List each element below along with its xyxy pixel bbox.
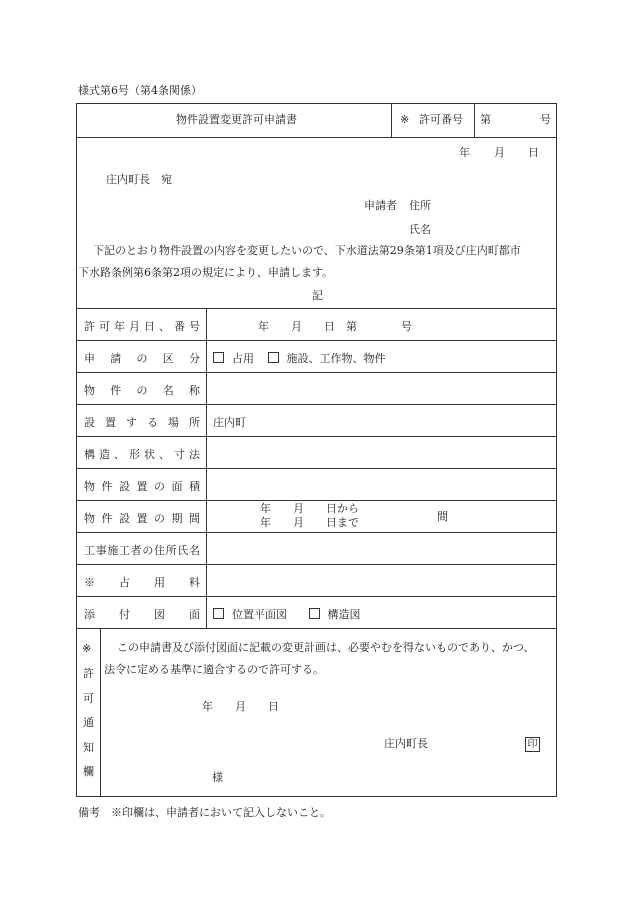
row-label: 物件の名称 xyxy=(84,384,200,397)
date-year[interactable]: 年 xyxy=(459,146,470,159)
checkbox-structure-drawing[interactable] xyxy=(309,608,320,619)
row-occupation-fee xyxy=(76,564,557,597)
date-month[interactable]: 月 xyxy=(494,146,505,159)
applicant-label: 申請者 xyxy=(364,199,397,212)
applicant-address-label[interactable]: 住所 xyxy=(409,199,431,212)
row-attachments xyxy=(76,596,557,629)
body-text-line1: 下記のとおり物件設置の内容を変更したいので、下水道法第29条第1項及び庄内町都市 xyxy=(93,244,521,257)
notice-side-mark: ※ xyxy=(82,642,92,655)
option-occupation: 占用 xyxy=(232,352,254,365)
row-permit-date-number xyxy=(76,308,557,341)
notice-side-char: 可 xyxy=(83,692,94,705)
date-day[interactable]: 日 xyxy=(528,146,539,159)
notice-side-char: 知 xyxy=(83,741,94,754)
notice-side-char: 許 xyxy=(83,667,94,680)
row-value[interactable]: 庄内町 xyxy=(213,416,246,429)
row-contractor xyxy=(76,532,557,565)
row-value[interactable]: 年 月 日 第 号 xyxy=(258,320,412,333)
row-label: ※占用料 xyxy=(84,576,200,589)
notice-side-char: 欄 xyxy=(83,765,94,778)
row-label: 工事施工者の住所氏名 xyxy=(84,544,200,557)
notice-divider xyxy=(100,628,101,796)
checkbox-occupation[interactable] xyxy=(213,352,224,363)
option-facility: 施設、工作物、物件 xyxy=(286,352,386,365)
checkbox-location-plan[interactable] xyxy=(213,608,224,619)
row-label: 申請の区分 xyxy=(84,352,200,365)
permit-number-label: 許可番号 xyxy=(419,113,463,126)
notice-date[interactable]: 年 月 日 xyxy=(202,700,279,713)
body-text-line2: 下水路条例第6条第2項の規定により、申請します。 xyxy=(78,266,334,279)
period-suffix: 間 xyxy=(437,510,448,523)
applicant-name-label[interactable]: 氏名 xyxy=(409,223,431,236)
remarks: 備考 ※印欄は、申請者において記入しないこと。 xyxy=(78,806,331,819)
permit-mark: ※ xyxy=(400,113,410,126)
row-object-name xyxy=(76,372,557,405)
seal-mark: 印 xyxy=(525,737,540,752)
row-area xyxy=(76,468,557,501)
checkbox-facility[interactable] xyxy=(268,352,279,363)
row-label: 物件設置の期間 xyxy=(84,512,200,525)
row-application-type xyxy=(76,340,557,373)
addressee: 庄内町長 宛 xyxy=(106,173,172,186)
period-to[interactable]: 年 月 日まで xyxy=(260,516,359,529)
period-from[interactable]: 年 月 日から xyxy=(260,502,359,515)
row-label: 物件設置の面積 xyxy=(84,480,200,493)
permit-dai[interactable]: 第 xyxy=(480,113,491,126)
mayor-label: 庄内町長 xyxy=(384,737,428,750)
row-structure xyxy=(76,436,557,469)
row-label: 添付図面 xyxy=(84,608,200,621)
form-title: 物件設置変更許可申請書 xyxy=(176,113,297,126)
permit-go: 号 xyxy=(540,113,551,126)
ki-heading: 記 xyxy=(312,289,323,302)
option-structure-drawing: 構造図 xyxy=(327,608,361,621)
notice-text-line2: 法令に定める基準に適合するので許可する。 xyxy=(104,663,324,676)
form-number: 様式第6号（第4条関係） xyxy=(78,84,202,97)
row-location xyxy=(76,404,557,437)
sama-label[interactable]: 様 xyxy=(212,771,223,784)
row-label: 設置する場所 xyxy=(84,416,200,429)
row-label: 許可年月日、番号 xyxy=(84,320,200,333)
option-location-plan: 位置平面図 xyxy=(232,608,287,621)
row-label: 構造、形状、寸法 xyxy=(84,448,200,461)
notice-side-char: 通 xyxy=(83,716,94,729)
row-period xyxy=(76,500,557,533)
notice-text-line1: この申請書及び添付図面に記載の変更計画は、必要やむを得ないものであり、かつ、 xyxy=(117,641,535,654)
